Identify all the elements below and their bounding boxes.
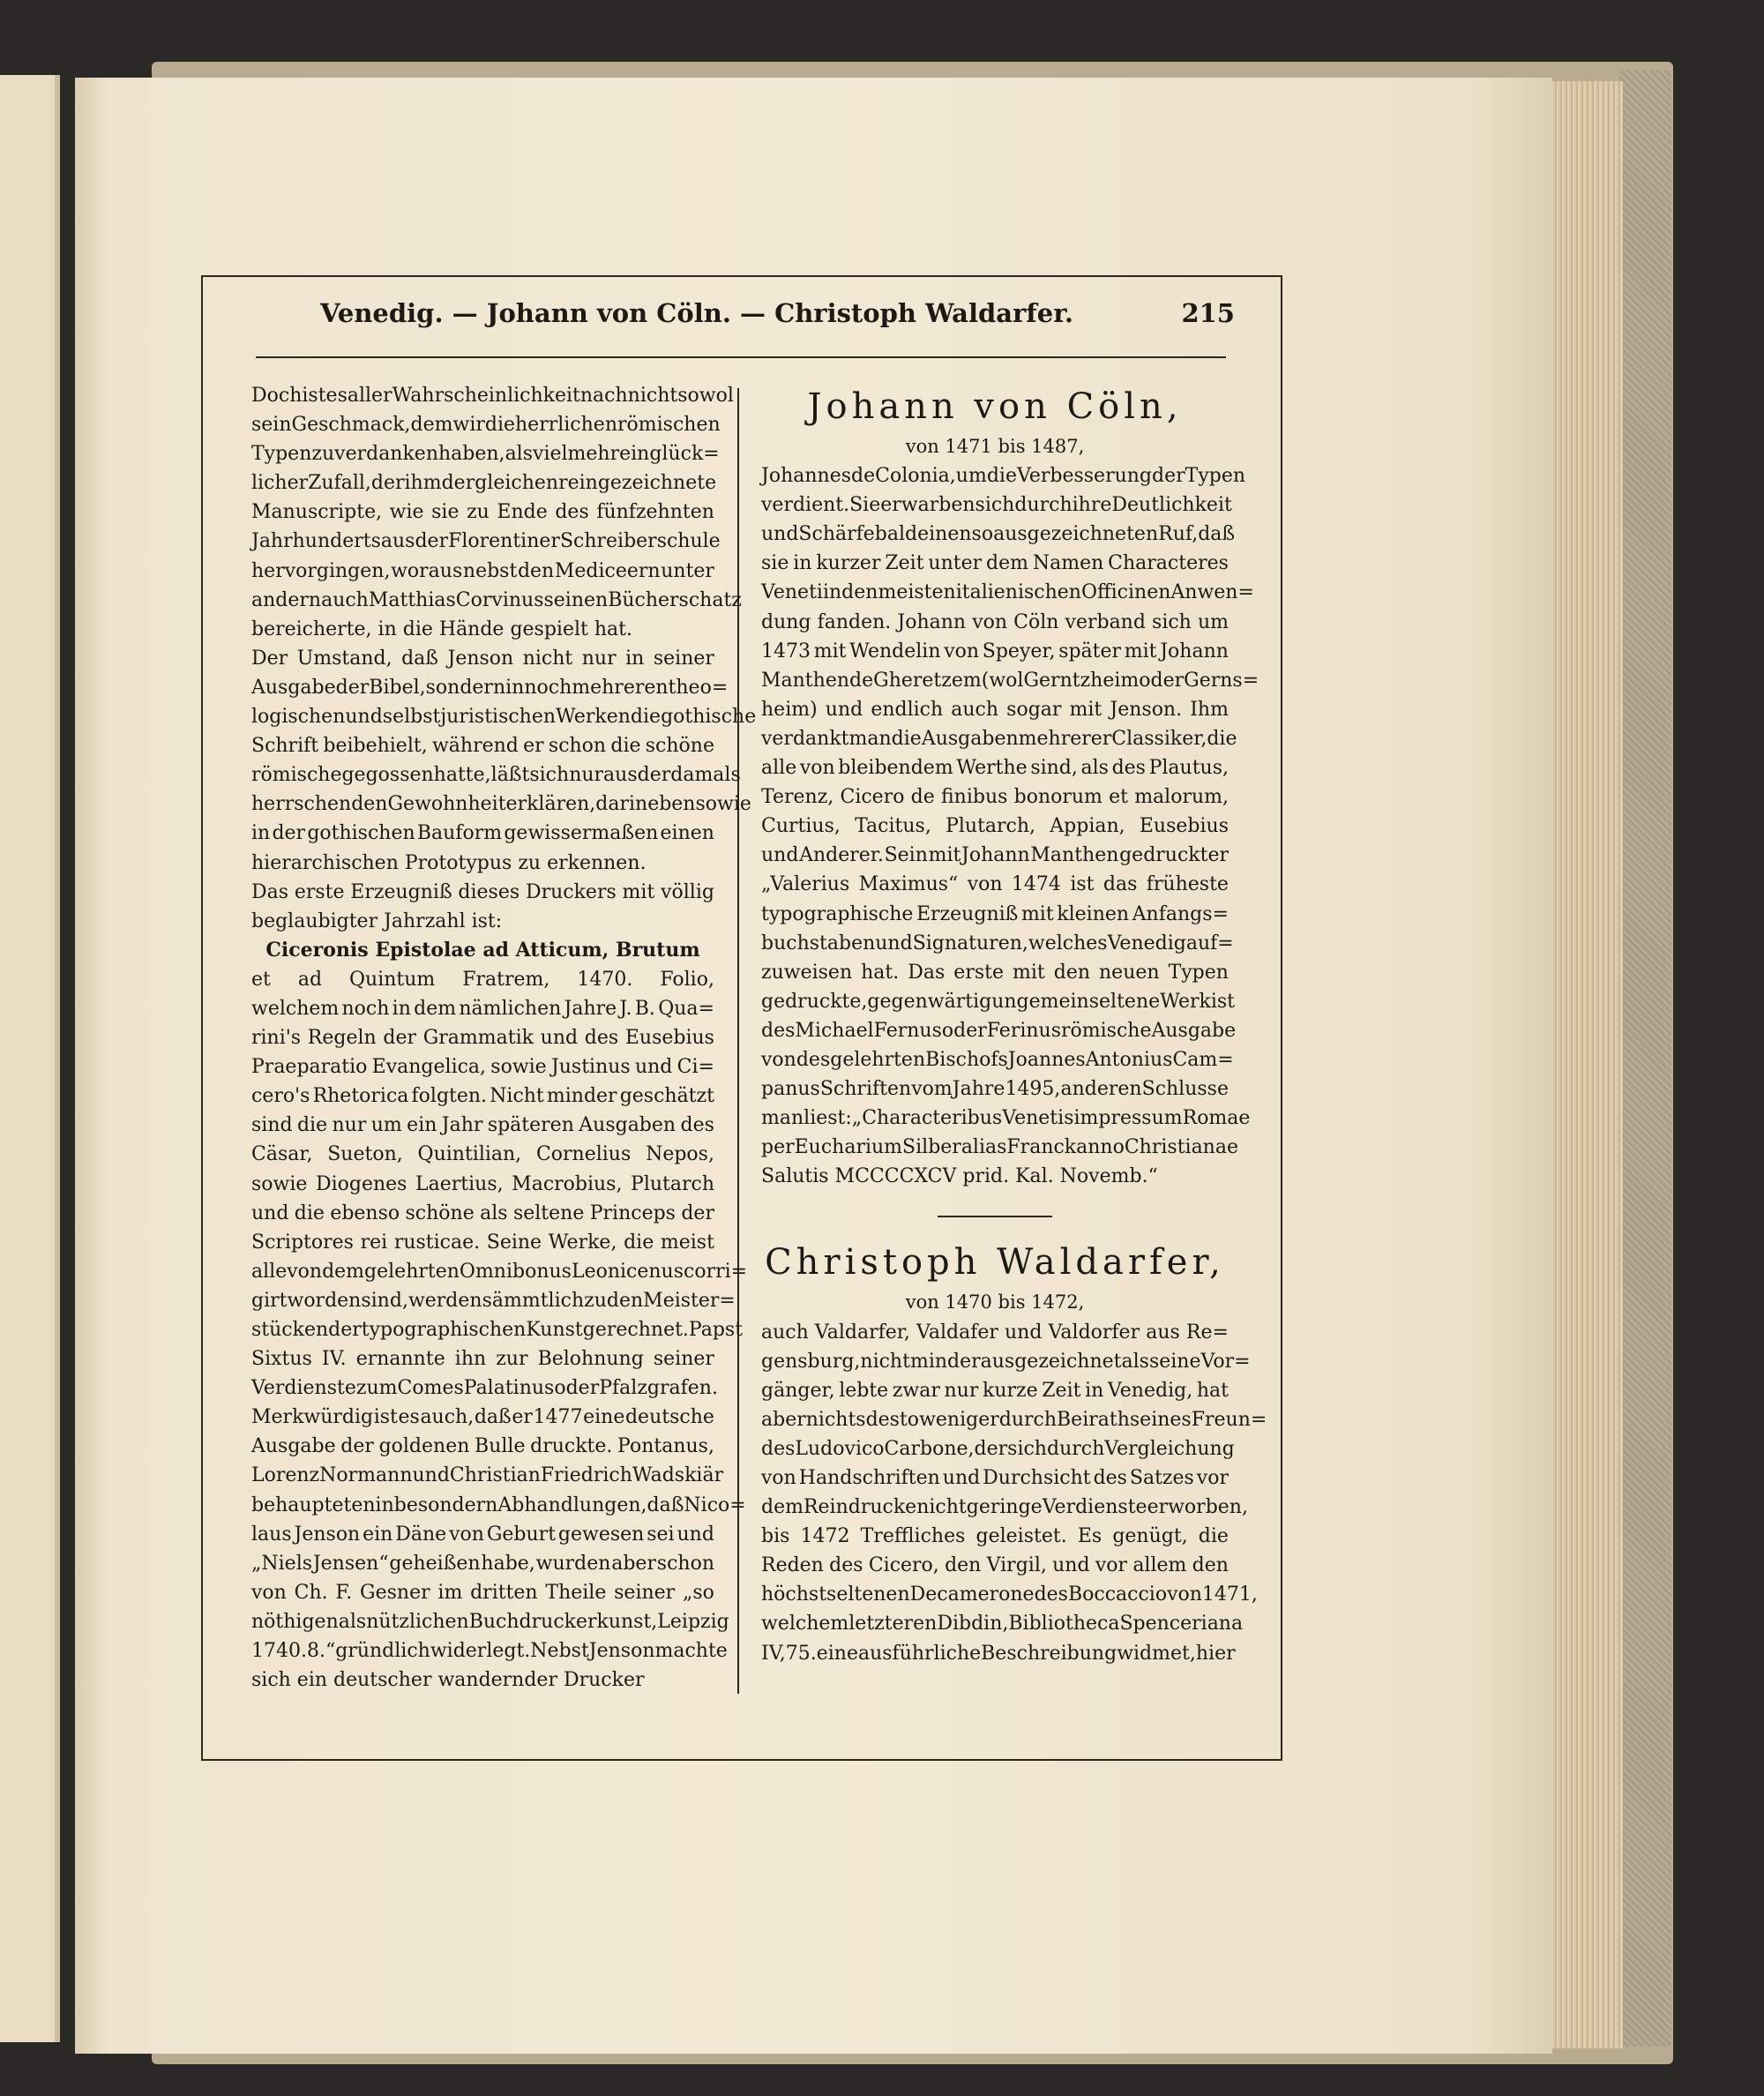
text-line: Schrift beibehielt, während er schon die schöne: [251, 735, 714, 758]
text-line: dung fanden. Johann von Cöln verband sich um: [761, 610, 1229, 633]
text-line: girt worden sind, werden sämmtlich zu den Meister=: [251, 1289, 736, 1312]
text-line: römische gegossen hatte, läßt sich nur aus der damals: [251, 764, 741, 787]
text-line: Salutis MCCCCXCV prid. Kal. Novemb.“: [761, 1165, 1158, 1188]
text-line: man liest: „Characteribus Venetis impressum Romae: [761, 1107, 1251, 1130]
right-column: [761, 381, 1267, 1668]
text-line: stücken der typographischen Kunst gerechnet. Papst: [251, 1319, 744, 1341]
text-line: nöthigen als nützlichen Buchdruckerkunst, Leipzig: [251, 1610, 729, 1633]
text-line: gedruckte, gegenwärtig ungemein seltene Werk ist: [761, 990, 1235, 1013]
text-line: Manthen de Gheretzem (wol Gerntzheim oder Gerns=: [761, 669, 1259, 692]
text-line: „Valerius Maximus“ von 1474 ist das früheste: [761, 873, 1229, 896]
text-line: licher Zufall, der ihm dergleichen reingezeichnete: [251, 472, 717, 495]
page-block-edge: [1548, 81, 1623, 2048]
text-line: beglaubigter Jahrzahl ist:: [251, 910, 503, 932]
text-line: sowie Diogenes Laertius, Macrobius, Plutarch: [251, 1172, 714, 1195]
text-line: bis 1472 Treffliches geleistet. Es genügt, die: [761, 1525, 1229, 1548]
text-line: sie in kurzer Zeit unter dem Namen Characteres: [761, 552, 1229, 575]
text-line: Curtius, Tacitus, Plutarch, Appian, Eusebius: [761, 815, 1229, 838]
text-line: Terenz, Cicero de finibus bonorum et malorum,: [761, 786, 1229, 809]
text-line: Cäsar, Sueton, Quintilian, Cornelius Nepos,: [251, 1143, 714, 1166]
text-line: des Michael Fernus oder Ferinus römische Ausgabe: [761, 1019, 1237, 1042]
text-line: Ausgabe der Bibel, sondern in noch mehreren theo=: [251, 676, 729, 699]
text-line: sein Geschmack, dem wir die herrlichen römischen: [251, 414, 721, 437]
section-dates-johann: von 1471 bis 1487,: [905, 436, 1085, 457]
text-line: Doch ist es aller Wahrscheinlichkeit nach nicht sowol: [251, 385, 734, 407]
text-line: von Ch. F. Gesner im dritten Theile seiner „so: [251, 1581, 714, 1604]
running-header: Venedig. — Johann von Cöln. — Christoph Waldarfer.: [320, 298, 1073, 328]
cover-cloth-edge: [1618, 71, 1671, 2047]
text-line: in der gothischen Bauform gewissermaßen einen: [251, 822, 714, 845]
text-line: welchem noch in dem nämlichen Jahre J. B. Qua=: [251, 997, 714, 1020]
text-line: panus Schriften vom Jahre 1495, an deren Schlusse: [761, 1078, 1229, 1101]
text-line: buchstaben und Signaturen, welches Venedig auf=: [761, 932, 1234, 954]
text-line: typographische Erzeugniß mit kleinen Anfangs=: [761, 902, 1229, 925]
page-number: 215: [1181, 298, 1235, 328]
text-line: sich ein deutscher wandernder Drucker: [251, 1669, 645, 1692]
section-body-johann: [761, 461, 1259, 1191]
text-line: dem Reindrucke nicht geringe Verdienste erworben,: [761, 1496, 1248, 1519]
text-line: et ad Quintum Fratrem, 1470. Folio,: [251, 968, 714, 991]
text-line: „Niels Jensen“ geheißen habe, wurden aber schon: [251, 1552, 714, 1575]
text-line: Merkwürdig ist es auch, daß er 1477 eine deutsche: [251, 1406, 714, 1429]
text-line: des Ludovico Carbone, der sich durch Vergleichung: [761, 1437, 1235, 1460]
text-line: rini's Regeln der Grammatik und des Eusebius: [251, 1027, 714, 1050]
text-line: hervorgingen, woraus nebst den Mediceern unter: [251, 559, 714, 582]
text-line: IV, 75. eine ausführliche Beschreibung widmet, hier: [761, 1642, 1236, 1665]
text-line: Sixtus IV. ernannte ihn zur Belohnung seiner: [251, 1348, 714, 1371]
text-line: auch Valdarfer, Valdafer und Valdorfer aus Re=: [761, 1321, 1229, 1344]
text-line: bereicherte, in die Hände gespielt hat.: [251, 618, 632, 640]
section-heading-johann: Johann von Cöln,: [807, 386, 1183, 427]
text-line: welchem letzteren Dibdin, Bibliotheca Spenceriana: [761, 1613, 1244, 1636]
text-line: und Anderer. Sein mit Johann Manthen gedruckter: [761, 844, 1229, 867]
text-line: sind die nur um ein Jahr späteren Ausgaben des: [251, 1114, 714, 1137]
text-line: heim) und endlich auch sogar mit Jenson. Ihm: [761, 698, 1229, 721]
text-line: andern auch Matthias Corvinus seinen Bücherschatz: [251, 588, 742, 611]
text-line: von Handschriften und Durchsicht des Satzes vor: [761, 1467, 1229, 1489]
text-line: Reden des Cicero, den Virgil, und vor allem den: [761, 1554, 1229, 1577]
text-line: Der Umstand, daß Jenson nicht nur in seiner: [251, 647, 714, 670]
text-line: Verdienste zum Comes Palatinus oder Pfalzgrafen.: [251, 1377, 718, 1400]
text-line: aber nichts desto weniger durch Beirath seines Freun=: [761, 1408, 1267, 1431]
text-line: hierarchischen Prototypus zu erkennen.: [251, 851, 647, 874]
text-line: laus Jenson ein Däne von Geburt gewesen sei und: [251, 1523, 714, 1546]
text-line: zuweisen hat. Das erste mit den neuen Typen: [761, 961, 1229, 984]
text-line: Manuscripte, wie sie zu Ende des fünfzehnten: [251, 501, 714, 524]
text-line: 1473 mit Wendelin von Speyer, später mit Johann: [761, 640, 1229, 662]
text-line: cero's Rhetorica folgten. Nicht minder geschätzt: [251, 1085, 714, 1108]
left-column: [251, 381, 757, 1695]
text-line: logischen und selbst juristischen Werken die gothische: [251, 706, 757, 729]
text-line: von des gelehrten Bischofs Joannes Antonius Cam=: [761, 1048, 1234, 1071]
text-line: gensburg, nicht minder ausgezeichnet als seine Vor=: [761, 1350, 1251, 1373]
text-line: Jahrhunderts aus der Florentiner Schreiberschule: [251, 530, 721, 553]
text-line: Das erste Erzeugniß dieses Druckers mit völlig: [251, 880, 714, 903]
text-line: herrschenden Gewohnheit erklären, darin ebenso wie: [251, 793, 751, 816]
text-line: und die ebenso schöne als seltene Princeps der: [251, 1201, 714, 1224]
text-line: Ciceronis Epistolae ad Atticum, Brutum: [265, 938, 700, 962]
text-line: Lorenz Normann und Christian Friedrich Wadskiär: [251, 1464, 724, 1487]
text-line: höchst seltenen Decamerone des Boccaccio von 1471,: [761, 1583, 1258, 1606]
text-line: alle von bleibendem Werthe sind, als des Plautus,: [761, 757, 1229, 780]
text-line: gänger, lebte zwar nur kurze Zeit in Venedig, hat: [761, 1379, 1229, 1402]
text-line: Scriptores rei rusticae. Seine Werke, die meist: [251, 1231, 714, 1254]
section-dates-waldarfer: von 1470 bis 1472,: [905, 1291, 1085, 1314]
text-line: Typen zu verdanken haben, als vielmehr ein glück=: [251, 443, 720, 466]
text-line: per Eucharium Silber alias Franck anno Christianae: [761, 1136, 1238, 1159]
text-line: Ausgabe der goldenen Bulle druckte. Pontanus,: [251, 1435, 714, 1458]
text-line: verdankt man die Ausgaben mehrerer Classiker, die: [761, 727, 1237, 750]
text-line: und Schärfe bald einen so ausgezeichneten Ruf, daß: [761, 523, 1236, 546]
text-line: behaupteten in besondern Abhandlungen, daß Nico=: [251, 1493, 746, 1516]
text-line: Praeparatio Evangelica, sowie Justinus und Ci=: [251, 1056, 714, 1079]
section-body-waldarfer: [761, 1318, 1267, 1668]
text-line: Johannes de Colonia, um die Verbesserung der Typen: [761, 465, 1246, 488]
text-line: Veneti in den meisten italienischen Officinen Anwen=: [761, 581, 1254, 604]
text-line: alle von dem gelehrten Omnibonus Leonicenus corri=: [251, 1260, 748, 1283]
header-rule: [256, 356, 1226, 358]
text-line: 1740. 8.“ gründlich widerlegt. Nebst Jenson machte: [251, 1640, 728, 1663]
text-line: verdient. Sie erwarben sich durch ihre Deutlichkeit: [761, 494, 1232, 517]
section-separator: [938, 1216, 1052, 1217]
previous-page-edge: [0, 75, 60, 2042]
section-heading-waldarfer: Christoph Waldarfer,: [765, 1242, 1225, 1284]
